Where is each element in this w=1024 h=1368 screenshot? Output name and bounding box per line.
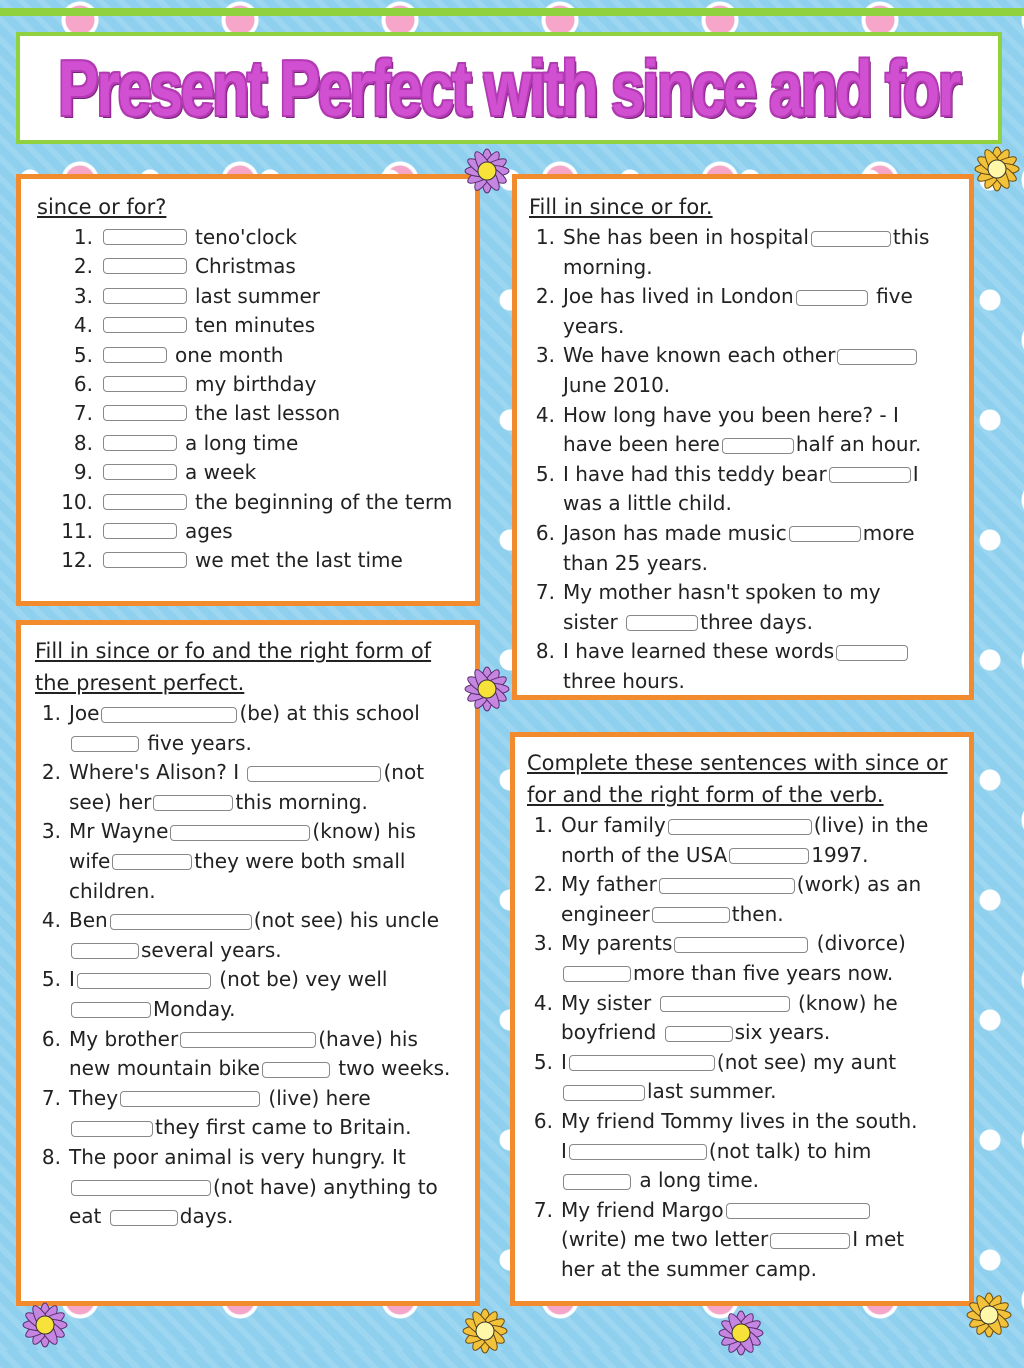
answer-blank[interactable] (120, 1091, 260, 1107)
answer-blank[interactable] (569, 1144, 707, 1160)
sentence-text: (know) he (797, 990, 898, 1015)
item-number: 5. (535, 461, 555, 486)
sentence-text: new mountain bike (69, 1056, 260, 1081)
sentence-text: morning. (563, 254, 653, 279)
sentence-text: The poor animal is very hungry. It (69, 1144, 406, 1169)
answer-blank[interactable] (726, 1203, 870, 1219)
sentence-text: they were both small (194, 848, 406, 873)
answer-blank[interactable] (77, 973, 211, 989)
item-number: 7. (73, 401, 93, 426)
answer-blank[interactable] (103, 258, 187, 274)
item-number: 5. (41, 967, 61, 992)
answer-blank[interactable] (103, 347, 167, 363)
panel4-heading-line2: for and the right form of the verb. (527, 783, 884, 807)
item-number: 6. (41, 1026, 61, 1051)
since-or-for-panel (16, 174, 480, 606)
answer-blank[interactable] (789, 526, 861, 542)
answer-blank[interactable] (71, 1121, 153, 1137)
item-number: 7. (535, 580, 555, 605)
panel2-heading: Fill in since or for. (529, 195, 713, 219)
sentence-text: I (912, 461, 919, 486)
sentence-text: this (892, 225, 930, 249)
sentence-text: six years. (734, 1020, 831, 1045)
panel4-heading-line1: Complete these sentences with since or (527, 751, 948, 775)
sentence-text: (not talk) to him (708, 1138, 872, 1163)
answer-blank[interactable] (829, 467, 911, 483)
answer-blank[interactable] (563, 1174, 631, 1190)
sentence-text: (not see) his uncle (253, 908, 440, 933)
answer-blank[interactable] (71, 1180, 211, 1196)
answer-blank[interactable] (71, 736, 139, 752)
answer-blank[interactable] (836, 645, 908, 661)
answer-blank[interactable] (569, 1055, 715, 1071)
sentence-text: was a little child. (563, 491, 732, 516)
answer-blank[interactable] (110, 914, 252, 930)
answer-blank[interactable] (770, 1233, 850, 1249)
sentence-text: last summer. (647, 1079, 777, 1104)
answer-blank[interactable] (103, 552, 187, 568)
list-item (37, 488, 475, 517)
answer-blank[interactable] (110, 1210, 178, 1226)
list-item (37, 546, 475, 575)
item-number: 3. (73, 283, 93, 308)
sentence-text: They (69, 1085, 119, 1110)
item-number: 7. (533, 1197, 553, 1222)
sentence-text: five years. (147, 730, 252, 755)
sentence-text: (not be) vey well (219, 967, 388, 992)
item-number: 10. (61, 489, 93, 514)
answer-blank[interactable] (247, 766, 381, 782)
sentence-text: boyfriend (561, 1020, 657, 1045)
item-number: 2. (535, 284, 555, 309)
phrase-text: one month (175, 342, 284, 367)
answer-blank[interactable] (563, 966, 631, 982)
flower-decoration (452, 136, 522, 206)
sentence-text: several years. (141, 937, 282, 962)
top-green-bar (0, 8, 1024, 16)
sentence-text: I (69, 967, 75, 992)
answer-blank[interactable] (563, 1085, 645, 1101)
sentence-text: (not have) anything to (213, 1174, 438, 1199)
sentence-text: My friend Tommy lives in the south. (561, 1108, 918, 1133)
item-number: 8. (41, 1144, 61, 1169)
item-number: 2. (533, 872, 553, 897)
phrase-text: my birthday (195, 372, 317, 397)
item-number: 5. (73, 342, 93, 367)
answer-blank[interactable] (837, 349, 917, 365)
list-item (37, 399, 475, 428)
item-number: 1. (73, 225, 93, 249)
sentence-text: I have learned these words (563, 639, 835, 664)
sentence-text: (write) me two letter (561, 1227, 769, 1252)
sentence-text: have been here (563, 432, 720, 457)
sentence-text: How long have you been here? - I (563, 402, 899, 427)
sentence-text: wife (69, 848, 111, 873)
answer-blank[interactable] (811, 231, 891, 247)
sentence-text: (work) as an (796, 872, 922, 897)
list-item (37, 223, 475, 252)
item-number: 1. (41, 701, 61, 725)
sentence-text: I met (852, 1227, 905, 1252)
title-banner (16, 32, 1002, 144)
panel3-heading-line2: the present perfect. (35, 671, 245, 695)
sentence-text: engineer (561, 901, 650, 926)
answer-blank[interactable] (674, 937, 808, 953)
item-number: 4. (535, 402, 555, 427)
sentence-text: My sister (561, 990, 652, 1015)
answer-blank[interactable] (71, 1002, 151, 1018)
item-number: 5. (533, 1049, 553, 1074)
flower-decoration (452, 654, 522, 724)
answer-blank[interactable] (71, 943, 139, 959)
sentence-text: I (561, 1049, 567, 1074)
sentence-text: (divorce) (816, 931, 906, 956)
flower-decoration (450, 1296, 520, 1366)
item-number: 2. (41, 760, 61, 785)
sentence-text: three hours. (563, 668, 685, 693)
answer-blank[interactable] (796, 290, 868, 306)
sentence-text: June 2010. (563, 372, 671, 397)
sentence-text: than 25 years. (563, 550, 709, 575)
present-perfect-panel (16, 620, 480, 1306)
item-number: 7. (41, 1085, 61, 1110)
answer-blank[interactable] (103, 229, 187, 245)
worksheet-title: Present Perfect with since and for (58, 43, 960, 132)
flower-decoration (706, 1298, 776, 1368)
list-item (37, 458, 475, 487)
answer-blank[interactable] (722, 438, 794, 454)
answer-blank[interactable] (665, 1026, 733, 1042)
list-item (37, 370, 475, 399)
sentence-text: they first came to Britain. (155, 1115, 412, 1140)
item-number: 4. (41, 908, 61, 933)
item-number: 3. (41, 819, 61, 844)
panel3-heading-line1: Fill in since or fo and the right form of (35, 639, 432, 663)
item-number: 11. (61, 519, 93, 544)
item-number: 8. (73, 430, 93, 455)
item-number: 6. (533, 1108, 553, 1133)
sentence-text: half an hour. (795, 432, 922, 457)
sentence-text: Mr Wayne (69, 819, 169, 844)
answer-blank[interactable] (153, 795, 233, 811)
item-number: 3. (533, 931, 553, 956)
sentence-text: (not see) my aunt (716, 1049, 897, 1074)
item-number: 1. (535, 225, 555, 249)
sentence-text: (not (383, 760, 425, 785)
item-number: 2. (73, 254, 93, 279)
sentence-text: Monday. (153, 996, 236, 1021)
sentence-text: I (561, 1138, 567, 1163)
sentence-text: She has been in hospital (563, 225, 809, 249)
sentence-text: children. (69, 878, 156, 903)
answer-blank[interactable] (101, 707, 237, 723)
sentence-text: then. (731, 901, 784, 926)
list-item (37, 517, 475, 546)
phrase-text: a week (185, 460, 257, 485)
sentence-text: 1997. (811, 842, 869, 867)
sentence-text: My parents (561, 931, 673, 956)
list-item (37, 429, 475, 458)
sentence-text: We have known each other (563, 343, 836, 368)
sentence-text: (live) here (268, 1085, 371, 1110)
sentence-text: My friend Margo (561, 1197, 724, 1222)
list-item (37, 252, 475, 281)
sentence-text: more (862, 520, 915, 545)
sentence-text: Ben (69, 908, 108, 933)
sentence-text: (live) in the (813, 813, 929, 837)
answer-blank[interactable] (103, 317, 187, 333)
phrase-text: Christmas (195, 254, 296, 279)
complete-sentences-panel (510, 732, 974, 1306)
sentence-text: Our family (561, 813, 666, 837)
sentence-text: (have) his (318, 1026, 418, 1051)
flower-decoration (954, 1280, 1024, 1350)
answer-blank[interactable] (103, 464, 177, 480)
answer-blank[interactable] (103, 376, 187, 392)
answer-blank[interactable] (180, 1032, 316, 1048)
answer-blank[interactable] (112, 854, 192, 870)
phrase-text: the last lesson (195, 401, 341, 426)
list-item (37, 282, 475, 311)
phrase-text: ten minutes (195, 313, 316, 338)
answer-blank[interactable] (729, 848, 809, 864)
answer-blank[interactable] (103, 523, 177, 539)
answer-blank[interactable] (262, 1062, 330, 1078)
answer-blank[interactable] (170, 825, 310, 841)
sentence-text: My mother hasn't spoken to my (563, 580, 881, 605)
sentence-text: this morning. (235, 789, 368, 814)
sentence-text: days. (179, 1204, 234, 1229)
item-number: 8. (535, 639, 555, 664)
sentence-text: Jason has made music (563, 520, 787, 545)
answer-blank[interactable] (103, 494, 187, 510)
sentence-text: (know) his (312, 819, 416, 844)
answer-blank[interactable] (660, 996, 790, 1012)
sentence-text: I have had this teddy bear (563, 461, 827, 486)
sentence-text: Joe (69, 701, 100, 725)
sentence-text: north of the USA (561, 842, 728, 867)
phrase-text: ages (185, 519, 233, 544)
item-number: 4. (533, 990, 553, 1015)
item-number: 6. (73, 372, 93, 397)
item-number: 4. (73, 313, 93, 338)
phrase-text: a long time (185, 430, 299, 455)
sentence-text: a long time. (639, 1168, 760, 1193)
fill-in-panel (512, 174, 974, 700)
phrase-text: the beginning of the term (195, 489, 453, 514)
panel1-list (37, 223, 475, 576)
item-number: 3. (535, 343, 555, 368)
sentence-text: (be) at this school (239, 701, 420, 725)
sentence-text: see) her (69, 789, 152, 814)
sentence-text: eat (69, 1204, 102, 1229)
sentence-text: sister (563, 609, 618, 634)
sentence-text: My brother (69, 1026, 179, 1051)
item-number: 1. (533, 813, 553, 837)
sentence-text: three days. (700, 609, 813, 634)
item-number: 6. (535, 520, 555, 545)
sentence-text: My father (561, 872, 657, 897)
answer-blank[interactable] (652, 907, 730, 923)
answer-blank[interactable] (103, 435, 177, 451)
answer-blank[interactable] (668, 819, 812, 835)
answer-blank[interactable] (103, 288, 187, 304)
phrase-text: teno'clock (195, 225, 297, 249)
sentence-text: two weeks. (338, 1056, 451, 1081)
flower-decoration (962, 134, 1024, 204)
sentence-text: five (876, 284, 913, 309)
answer-blank[interactable] (103, 405, 187, 421)
sentence-text: more than five years now. (633, 960, 894, 985)
list-item (37, 311, 475, 340)
sentence-text: Where's Alison? I (69, 760, 240, 785)
item-number: 9. (73, 460, 93, 485)
answer-blank[interactable] (659, 878, 795, 894)
answer-blank[interactable] (626, 615, 698, 631)
sentence-text: her at the summer camp. (561, 1256, 817, 1281)
panel1-heading: since or for? (37, 195, 167, 219)
sentence-text: years. (563, 313, 625, 338)
phrase-text: we met the last time (195, 548, 403, 573)
item-number: 12. (61, 548, 93, 573)
list-item (37, 341, 475, 370)
phrase-text: last summer (195, 283, 321, 308)
sentence-text: Joe has lived in London (563, 284, 794, 309)
